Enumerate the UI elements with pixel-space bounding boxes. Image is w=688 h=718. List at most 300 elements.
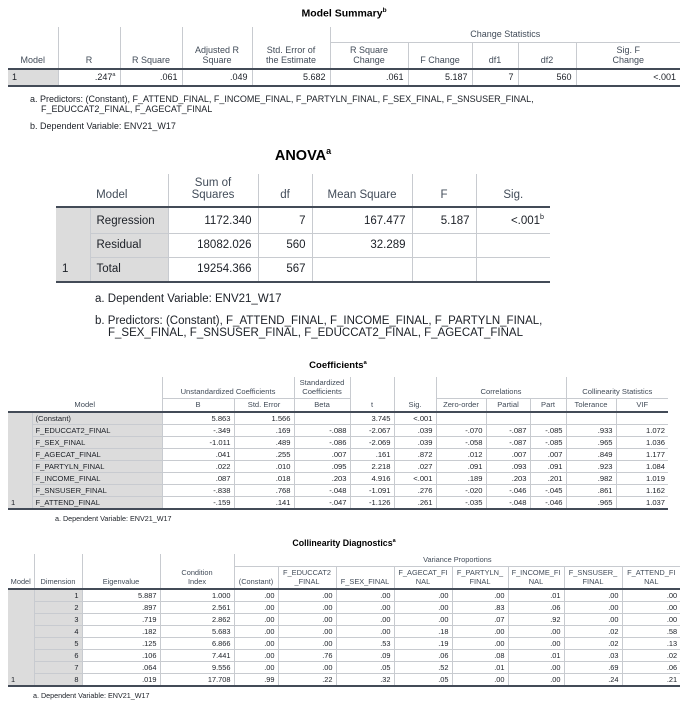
b-value: -.838: [162, 485, 234, 497]
r-square-value: .061: [120, 69, 182, 86]
f-income-proportion: .92: [508, 614, 564, 626]
sig-value: .039: [394, 425, 436, 437]
model-summary-section: [0, 7, 688, 131]
std-error-value: .018: [234, 473, 294, 485]
table-row-total: [56, 258, 550, 283]
table-row: [8, 461, 668, 473]
sig-value: .039: [394, 437, 436, 449]
partial-value: .007: [486, 449, 530, 461]
zero-order-value: [436, 412, 486, 425]
f-sex-proportion: .09: [336, 650, 394, 662]
col-label: F_INCOME_FINAL: [511, 568, 561, 587]
partial-value: .093: [486, 461, 530, 473]
table-row: [8, 638, 680, 650]
sig-value: [476, 258, 550, 283]
f-partyln-proportion: .83: [452, 602, 508, 614]
constant-proportion: .00: [234, 662, 278, 674]
std-error-value: 5.682: [252, 69, 330, 86]
table-row: [8, 69, 680, 86]
eigenvalue-value: .019: [82, 674, 160, 687]
f-agecat-proportion: .00: [394, 602, 452, 614]
col-model: Model: [8, 554, 34, 589]
table-row-residual: [56, 234, 550, 258]
f-partyln-proportion: .01: [452, 662, 508, 674]
col-zero-order: Zero-order: [436, 399, 486, 413]
sig-value: .261: [394, 497, 436, 510]
col-partial: Partial: [486, 399, 530, 413]
f-sex-proportion: .00: [336, 602, 394, 614]
col-b: B: [162, 399, 234, 413]
col-df2: df2: [518, 42, 576, 69]
col-label: F_AGECAT_FINAL: [398, 568, 448, 587]
col-sig: Sig.: [476, 174, 550, 207]
value-superscript: b: [540, 213, 545, 222]
std-error-value: .489: [234, 437, 294, 449]
table-row: [8, 437, 668, 449]
part-value: .007: [530, 449, 566, 461]
f-change-value: 5.187: [408, 69, 472, 86]
zero-order-value: .091: [436, 461, 486, 473]
f-educcat2-proportion: .00: [278, 614, 336, 626]
col-tolerance: Tolerance: [566, 399, 616, 413]
f-sex-proportion: .05: [336, 662, 394, 674]
group-label: Standardized Coefficients: [299, 378, 345, 397]
constant-proportion: .99: [234, 674, 278, 687]
f-agecat-proportion: .18: [394, 626, 452, 638]
col-constant: (Constant): [234, 567, 278, 590]
value: <.001: [510, 215, 541, 228]
vif-value: 1.037: [616, 497, 668, 510]
dimension-value: 5: [34, 638, 82, 650]
collinearity-group-header: Collinearity Statistics: [566, 377, 668, 399]
f-sex-proportion: .32: [336, 674, 394, 687]
unstandardized-group-header: Unstandardized Coefficients: [162, 377, 294, 399]
col-r-square: R Square: [120, 27, 182, 69]
f-educcat2-proportion: .00: [278, 638, 336, 650]
predictor-label: F_SEX_FINAL: [32, 437, 162, 449]
table-row-regression: [56, 207, 550, 233]
f-educcat2-proportion: .00: [278, 626, 336, 638]
model-summary-title: [8, 7, 680, 20]
col-f-sex-final: [336, 567, 394, 590]
model-cell: 1: [56, 207, 90, 282]
anova-section: [0, 146, 688, 340]
f-snsuser-proportion: .02: [564, 638, 622, 650]
mean-square-value: 167.477: [312, 207, 412, 233]
f-attend-proportion: .21: [622, 674, 680, 687]
tolerance-value: .965: [566, 497, 616, 510]
f-snsuser-proportion: .69: [564, 662, 622, 674]
vif-value: 1.072: [616, 425, 668, 437]
f-partyln-proportion: .00: [452, 589, 508, 602]
f-partyln-proportion: .00: [452, 626, 508, 638]
sum-of-squares-value: 19254.366: [168, 258, 258, 283]
beta-value: -.088: [294, 425, 350, 437]
coefficients-section: [0, 360, 688, 523]
b-value: 5.863: [162, 412, 234, 425]
col-beta: Beta: [294, 399, 350, 413]
table-row: [8, 674, 680, 687]
col-label: Sum of Squares: [191, 177, 235, 202]
col-f-partyln-final: [452, 567, 508, 590]
col-condition-index: [160, 554, 234, 589]
col-mean-square: Mean Square: [312, 174, 412, 207]
header-row-columns: [56, 174, 550, 207]
col-f-snsuser-final: [564, 567, 622, 590]
col-r: R: [58, 27, 120, 69]
tolerance-value: .849: [566, 449, 616, 461]
f-value: [412, 234, 476, 258]
beta-value: -.086: [294, 437, 350, 449]
footnote-b: b. Dependent Variable: ENV21_W17: [30, 120, 176, 131]
f-sex-proportion: .00: [336, 626, 394, 638]
tolerance-value: .982: [566, 473, 616, 485]
eigenvalue-value: .125: [82, 638, 160, 650]
col-df: df: [258, 174, 312, 207]
constant-proportion: .00: [234, 602, 278, 614]
col-label: F_ATTEND_FINAL: [627, 568, 676, 587]
col-model: Model: [8, 27, 58, 69]
anova-table: [56, 174, 550, 283]
df-value: 567: [258, 258, 312, 283]
f-income-proportion: .00: [508, 626, 564, 638]
part-value: -.085: [530, 425, 566, 437]
eigenvalue-value: .106: [82, 650, 160, 662]
partial-value: -.048: [486, 497, 530, 510]
col-label: F_EDUCCAT2_FINAL: [283, 568, 331, 587]
variance-proportions-group-header: Variance Proportions: [234, 554, 680, 567]
tolerance-value: [566, 412, 616, 425]
f-educcat2-proportion: .22: [278, 674, 336, 687]
dimension-value: 6: [34, 650, 82, 662]
f-attend-proportion: .00: [622, 602, 680, 614]
col-label: F_SEX_FINAL: [340, 577, 390, 587]
t-value: 4.916: [350, 473, 394, 485]
f-agecat-proportion: .52: [394, 662, 452, 674]
col-adjusted-r-square: [182, 27, 252, 69]
beta-value: .095: [294, 461, 350, 473]
beta-value: [294, 412, 350, 425]
collinearity-section: [0, 538, 688, 700]
tolerance-value: .965: [566, 437, 616, 449]
anova-title: [56, 146, 550, 164]
table-row: [8, 662, 680, 674]
r-square-change-value: .061: [330, 69, 408, 86]
condition-index-value: 9.556: [160, 662, 234, 674]
dimension-value: 2: [34, 602, 82, 614]
col-df1: df1: [472, 42, 518, 69]
zero-order-value: .189: [436, 473, 486, 485]
adjusted-r-square-value: .049: [182, 69, 252, 86]
table-row: [8, 473, 668, 485]
t-value: -1.126: [350, 497, 394, 510]
std-error-value: .255: [234, 449, 294, 461]
condition-index-value: 2.561: [160, 602, 234, 614]
col-dimension: Dimension: [34, 554, 82, 589]
f-snsuser-proportion: .00: [564, 589, 622, 602]
row-label: Residual: [90, 234, 168, 258]
f-snsuser-proportion: .02: [564, 626, 622, 638]
predictor-label: F_EDUCCAT2_FINAL: [32, 425, 162, 437]
collinearity-title: [8, 538, 680, 548]
sig-value: [476, 234, 550, 258]
b-value: -1.011: [162, 437, 234, 449]
col-f-income-final: [508, 567, 564, 590]
table-row: [8, 412, 668, 425]
part-value: .201: [530, 473, 566, 485]
predictor-label: (Constant): [32, 412, 162, 425]
condition-index-value: 5.683: [160, 626, 234, 638]
col-label: R Square Change: [349, 44, 389, 65]
f-income-proportion: .06: [508, 602, 564, 614]
partial-value: -.087: [486, 437, 530, 449]
b-value: .041: [162, 449, 234, 461]
condition-index-value: 2.862: [160, 614, 234, 626]
beta-value: -.047: [294, 497, 350, 510]
t-value: -2.067: [350, 425, 394, 437]
sum-of-squares-value: 18082.026: [168, 234, 258, 258]
footnote-b: b. Predictors: (Constant), F_ATTEND_FINAL, F_INCOME_FINAL, F_PARTYLN_FINAL, F_SEX_FINAL, F_SNSUSER_FINAL, F_EDUCCAT2_FINAL, F_AGECAT_FINAL: [95, 315, 543, 340]
predictor-label: F_PARTYLN_FINAL: [32, 461, 162, 473]
f-value: [412, 258, 476, 283]
value: .247: [94, 71, 113, 82]
f-partyln-proportion: .00: [452, 638, 508, 650]
footnote-a: a. Predictors: (Constant), F_ATTEND_FINAL, F_INCOME_FINAL, F_PARTYLN_FINAL, F_SEX_FINAL, F_SNSUSER_FINAL, F_EDUCCAT2_FINAL, F_AGECAT_FINAL: [30, 93, 534, 114]
predictor-label: F_SNSUSER_FINAL: [32, 485, 162, 497]
f-agecat-proportion: .19: [394, 638, 452, 650]
f-income-proportion: .00: [508, 638, 564, 650]
vif-value: 1.084: [616, 461, 668, 473]
title-superscript: a: [363, 360, 367, 367]
std-error-value: .768: [234, 485, 294, 497]
part-value: -.046: [530, 497, 566, 510]
col-f-agecat-final: [394, 567, 452, 590]
col-model: Model: [56, 174, 168, 207]
title-text: ANOVA: [274, 147, 327, 164]
table-row: [8, 602, 680, 614]
dimension-value: 7: [34, 662, 82, 674]
b-value: -.349: [162, 425, 234, 437]
zero-order-value: -.035: [436, 497, 486, 510]
sig-f-change-value: <.001: [576, 69, 680, 86]
col-r-square-change: [330, 42, 408, 69]
f-sex-proportion: .00: [336, 589, 394, 602]
dimension-value: 8: [34, 674, 82, 687]
std-error-value: .141: [234, 497, 294, 510]
coefficients-table: [8, 377, 668, 510]
f-snsuser-proportion: .24: [564, 674, 622, 687]
zero-order-value: -.020: [436, 485, 486, 497]
col-label: Std. Error of the Estimate: [265, 44, 317, 65]
sig-value: .872: [394, 449, 436, 461]
f-snsuser-proportion: .00: [564, 602, 622, 614]
value-superscript: a: [112, 71, 116, 78]
col-sig-f-change: [576, 42, 680, 69]
constant-proportion: .00: [234, 614, 278, 626]
df2-value: 560: [518, 69, 576, 86]
beta-value: -.048: [294, 485, 350, 497]
t-value: .161: [350, 449, 394, 461]
title-text: Model Summary: [301, 7, 383, 20]
col-label: F_PARTYLN_FINAL: [456, 568, 504, 587]
title-superscript: a: [326, 145, 332, 156]
condition-index-value: 1.000: [160, 589, 234, 602]
title-text: Coefficients: [309, 360, 364, 372]
change-statistics-group-header: Change Statistics: [330, 27, 680, 43]
header-row-groups: [8, 554, 680, 567]
col-sig: Sig.: [394, 377, 436, 412]
vif-value: 1.177: [616, 449, 668, 461]
col-part: Part: [530, 399, 566, 413]
predictor-label: F_INCOME_FINAL: [32, 473, 162, 485]
tolerance-value: .933: [566, 425, 616, 437]
f-attend-proportion: .00: [622, 589, 680, 602]
model-cell: 1: [8, 69, 58, 86]
t-value: -2.069: [350, 437, 394, 449]
f-value: 5.187: [412, 207, 476, 233]
col-label: Sig. F Change: [612, 44, 645, 65]
f-educcat2-proportion: .00: [278, 602, 336, 614]
eigenvalue-value: .897: [82, 602, 160, 614]
eigenvalue-value: 5.887: [82, 589, 160, 602]
title-superscript: b: [382, 7, 387, 14]
col-label: F_SNSUSER_FINAL: [568, 568, 618, 587]
model-cell: 1: [8, 412, 32, 509]
col-vif: VIF: [616, 399, 668, 413]
f-attend-proportion: .58: [622, 626, 680, 638]
col-label: Adjusted R Square: [194, 44, 240, 65]
f-sex-proportion: .53: [336, 638, 394, 650]
part-value: [530, 412, 566, 425]
table-row: [8, 589, 680, 602]
partial-value: -.046: [486, 485, 530, 497]
part-value: .091: [530, 461, 566, 473]
f-agecat-proportion: .06: [394, 650, 452, 662]
df-value: 560: [258, 234, 312, 258]
zero-order-value: -.058: [436, 437, 486, 449]
t-value: -1.091: [350, 485, 394, 497]
f-attend-proportion: .06: [622, 662, 680, 674]
coefficients-title: [8, 360, 668, 371]
t-value: 3.745: [350, 412, 394, 425]
dimension-value: 4: [34, 626, 82, 638]
tolerance-value: .923: [566, 461, 616, 473]
vif-value: 1.036: [616, 437, 668, 449]
f-educcat2-proportion: .76: [278, 650, 336, 662]
sig-value: .276: [394, 485, 436, 497]
row-label: Total: [90, 258, 168, 283]
f-educcat2-proportion: .00: [278, 662, 336, 674]
zero-order-value: -.070: [436, 425, 486, 437]
col-t: t: [350, 377, 394, 412]
f-sex-proportion: .00: [336, 614, 394, 626]
f-attend-proportion: .02: [622, 650, 680, 662]
dimension-value: 1: [34, 589, 82, 602]
table-row: [8, 626, 680, 638]
r-value: [58, 69, 120, 86]
f-snsuser-proportion: .03: [564, 650, 622, 662]
col-f-attend-final: [622, 567, 680, 590]
beta-value: .203: [294, 473, 350, 485]
partial-value: [486, 412, 530, 425]
f-income-proportion: .01: [508, 589, 564, 602]
df-value: 7: [258, 207, 312, 233]
f-snsuser-proportion: .00: [564, 614, 622, 626]
part-value: -.085: [530, 437, 566, 449]
standardized-group-header: [294, 377, 350, 399]
vif-value: 1.019: [616, 473, 668, 485]
df1-value: 7: [472, 69, 518, 86]
sum-of-squares-value: 1172.340: [168, 207, 258, 233]
f-partyln-proportion: .00: [452, 674, 508, 687]
b-value: .022: [162, 461, 234, 473]
constant-proportion: .00: [234, 589, 278, 602]
condition-index-value: 7.441: [160, 650, 234, 662]
table-row: [8, 425, 668, 437]
row-label: Regression: [90, 207, 168, 233]
vif-value: [616, 412, 668, 425]
model-summary-table: [8, 27, 680, 87]
col-std-error: [252, 27, 330, 69]
footnote-a: a. Dependent Variable: ENV21_W17: [95, 293, 282, 306]
b-value: -.159: [162, 497, 234, 510]
beta-value: .007: [294, 449, 350, 461]
title-superscript: a: [392, 538, 396, 545]
col-sum-of-squares: [168, 174, 258, 207]
t-value: 2.218: [350, 461, 394, 473]
f-partyln-proportion: .08: [452, 650, 508, 662]
part-value: -.045: [530, 485, 566, 497]
predictor-label: F_ATTEND_FINAL: [32, 497, 162, 510]
sig-value: .027: [394, 461, 436, 473]
f-educcat2-proportion: .00: [278, 589, 336, 602]
f-partyln-proportion: .07: [452, 614, 508, 626]
collinearity-table: [8, 554, 680, 687]
eigenvalue-value: .064: [82, 662, 160, 674]
footnote-a: a. Dependent Variable: ENV21_W17: [33, 691, 150, 701]
table-row: [8, 614, 680, 626]
f-attend-proportion: .00: [622, 614, 680, 626]
f-income-proportion: .00: [508, 662, 564, 674]
zero-order-value: .012: [436, 449, 486, 461]
f-agecat-proportion: .05: [394, 674, 452, 687]
col-f-change: F Change: [408, 42, 472, 69]
std-error-value: .010: [234, 461, 294, 473]
table-row: [8, 449, 668, 461]
col-model: Model: [8, 377, 162, 412]
vif-value: 1.162: [616, 485, 668, 497]
std-error-value: 1.566: [234, 412, 294, 425]
table-row: [8, 497, 668, 510]
f-income-proportion: .00: [508, 674, 564, 687]
col-std-error: Std. Error: [234, 399, 294, 413]
header-row-groups: [8, 27, 680, 43]
col-eigenvalue: Eigenvalue: [82, 554, 160, 589]
f-agecat-proportion: .00: [394, 589, 452, 602]
table-row: [8, 485, 668, 497]
header-row-groups: [8, 377, 668, 399]
condition-index-value: 6.866: [160, 638, 234, 650]
col-f: F: [412, 174, 476, 207]
f-attend-proportion: .13: [622, 638, 680, 650]
col-label: Condition Index: [181, 568, 213, 587]
f-agecat-proportion: .00: [394, 614, 452, 626]
eigenvalue-value: .182: [82, 626, 160, 638]
eigenvalue-value: .719: [82, 614, 160, 626]
f-income-proportion: .01: [508, 650, 564, 662]
tolerance-value: .861: [566, 485, 616, 497]
sig-value: [476, 207, 550, 233]
